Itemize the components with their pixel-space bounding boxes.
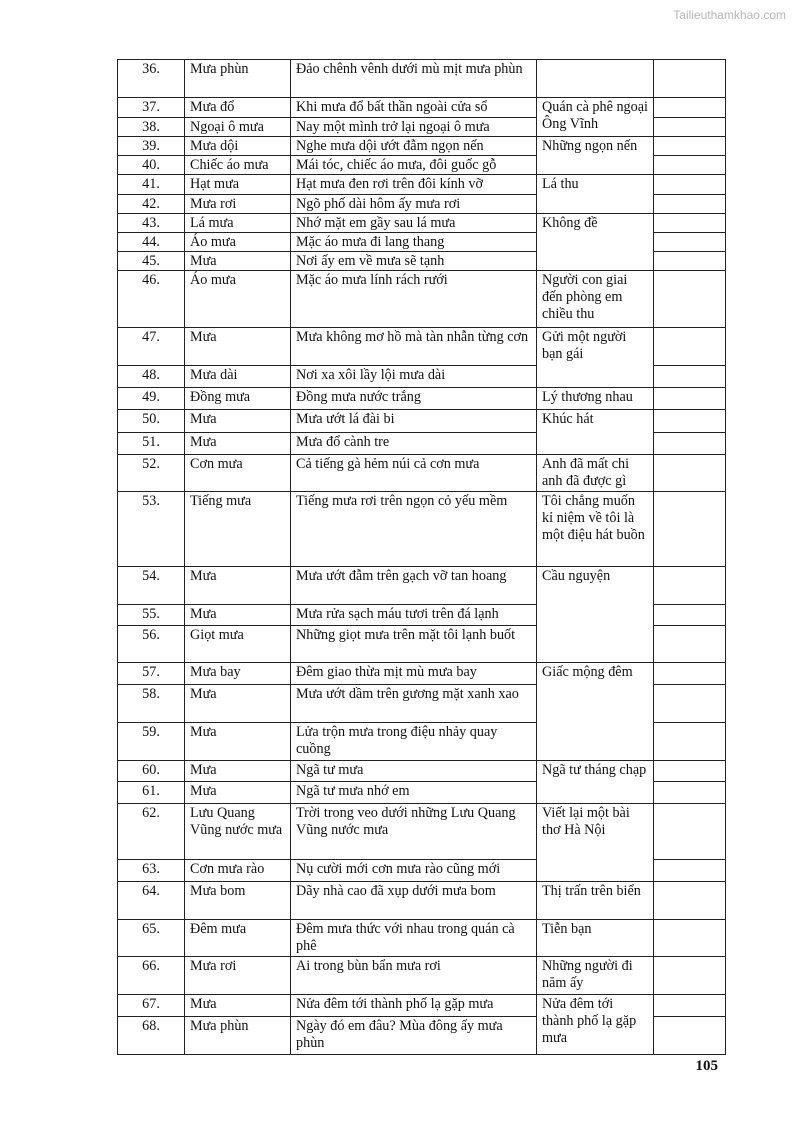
table-row xyxy=(118,410,726,433)
verse-line: Đêm mưa thức với nhau trong quán cà phê xyxy=(291,920,537,957)
verse-line: Khi mưa đổ bất thần ngoài cửa sổ xyxy=(291,98,537,118)
rain-word: Mưa xyxy=(185,685,291,723)
table-row xyxy=(118,761,726,782)
row-number: 42. xyxy=(118,195,185,214)
table-row xyxy=(118,455,726,492)
table-row xyxy=(118,920,726,957)
rain-word: Mưa dài xyxy=(185,366,291,388)
blank-cell xyxy=(654,723,726,761)
verse-line: Nay một mình trở lại ngoại ô mưa xyxy=(291,118,537,137)
table-row xyxy=(118,271,726,328)
row-number: 57. xyxy=(118,663,185,685)
poem-title: Những ngọn nến xyxy=(537,137,654,175)
verse-line: Nghe mưa dội ướt đẫm ngọn nến xyxy=(291,137,537,156)
row-number: 46. xyxy=(118,271,185,328)
row-number: 63. xyxy=(118,860,185,882)
blank-cell xyxy=(654,663,726,685)
table-row xyxy=(118,98,726,118)
row-number: 54. xyxy=(118,567,185,605)
verse-line: Tiếng mưa rơi trên ngọn cỏ yếu mềm xyxy=(291,492,537,567)
row-number: 44. xyxy=(118,233,185,252)
row-number: 40. xyxy=(118,156,185,175)
poem-title: Gửi một người bạn gái xyxy=(537,328,654,388)
blank-cell xyxy=(654,804,726,860)
watermark: Tailieuthamkhao.com xyxy=(673,8,786,22)
row-number: 39. xyxy=(118,137,185,156)
rain-word: Lưu Quang Vũng nước mưa xyxy=(185,804,291,860)
poem-title: Lý thương nhau xyxy=(537,388,654,410)
rain-word: Mưa xyxy=(185,995,291,1017)
rain-word: Mưa dội xyxy=(185,137,291,156)
blank-cell xyxy=(654,782,726,804)
row-number: 49. xyxy=(118,388,185,410)
poem-title: Khúc hát xyxy=(537,410,654,455)
rain-word: Mưa xyxy=(185,605,291,626)
verse-line: Ngã tư mưa xyxy=(291,761,537,782)
table-row xyxy=(118,388,726,410)
blank-cell xyxy=(654,98,726,118)
blank-cell xyxy=(654,156,726,175)
row-number: 58. xyxy=(118,685,185,723)
rain-word: Mưa phùn xyxy=(185,60,291,98)
verse-line: Ngã tư mưa nhớ em xyxy=(291,782,537,804)
blank-cell xyxy=(654,882,726,920)
rain-word: Mưa bay xyxy=(185,663,291,685)
rain-word: Cơn mưa rào xyxy=(185,860,291,882)
rain-word: Mưa xyxy=(185,782,291,804)
verse-line: Nửa đêm tới thành phố lạ gặp mưa xyxy=(291,995,537,1017)
verse-line: Mưa ướt dầm trên gương mặt xanh xao xyxy=(291,685,537,723)
verse-line: Nhớ mặt em gầy sau lá mưa xyxy=(291,214,537,233)
table-row xyxy=(118,214,726,233)
row-number: 66. xyxy=(118,957,185,995)
rain-word: Đồng mưa xyxy=(185,388,291,410)
table-row xyxy=(118,60,726,98)
rain-word: Mưa rơi xyxy=(185,195,291,214)
verse-line: Mưa đổ cành tre xyxy=(291,433,537,455)
blank-cell xyxy=(654,492,726,567)
row-number: 55. xyxy=(118,605,185,626)
vocabulary-table xyxy=(117,59,726,1055)
rain-word: Tiếng mưa xyxy=(185,492,291,567)
row-number: 45. xyxy=(118,252,185,271)
blank-cell xyxy=(654,957,726,995)
row-number: 41. xyxy=(118,175,185,195)
verse-line: Mưa ướt lá đài bi xyxy=(291,410,537,433)
row-number: 60. xyxy=(118,761,185,782)
poem-title: Thị trấn trên biển xyxy=(537,882,654,920)
row-number: 52. xyxy=(118,455,185,492)
blank-cell xyxy=(654,433,726,455)
row-number: 38. xyxy=(118,118,185,137)
verse-line: Dãy nhà cao đã xụp dưới mưa bom xyxy=(291,882,537,920)
row-number: 67. xyxy=(118,995,185,1017)
table-body xyxy=(118,60,726,1055)
rain-word: Mưa bom xyxy=(185,882,291,920)
row-number: 64. xyxy=(118,882,185,920)
blank-cell xyxy=(654,233,726,252)
verse-line: Đêm giao thừa mịt mù mưa bay xyxy=(291,663,537,685)
blank-cell xyxy=(654,567,726,605)
row-number: 68. xyxy=(118,1017,185,1055)
poem-title: Không đề xyxy=(537,214,654,271)
verse-line: Đảo chênh vênh dưới mù mịt mưa phùn xyxy=(291,60,537,98)
verse-line: Mưa không mơ hồ mà tàn nhẫn từng cơn xyxy=(291,328,537,366)
verse-line: Mưa ướt đẫm trên gạch vỡ tan hoang xyxy=(291,567,537,605)
blank-cell xyxy=(654,1017,726,1055)
poem-title: Anh đã mất chi anh đã được gì xyxy=(537,455,654,492)
poem-title: Quán cà phê ngoại Ông Vĩnh xyxy=(537,98,654,137)
row-number: 47. xyxy=(118,328,185,366)
rain-word: Mưa xyxy=(185,328,291,366)
row-number: 62. xyxy=(118,804,185,860)
table-row xyxy=(118,137,726,156)
blank-cell xyxy=(654,761,726,782)
rain-word: Mưa xyxy=(185,433,291,455)
row-number: 61. xyxy=(118,782,185,804)
blank-cell xyxy=(654,271,726,328)
rain-word: Mưa phùn xyxy=(185,1017,291,1055)
rain-word: Mưa xyxy=(185,252,291,271)
blank-cell xyxy=(654,175,726,195)
rain-word: Mưa xyxy=(185,410,291,433)
rain-word: Mưa xyxy=(185,723,291,761)
verse-line: Nụ cười mới cơn mưa rào cũng mới xyxy=(291,860,537,882)
table-row xyxy=(118,567,726,605)
row-number: 36. xyxy=(118,60,185,98)
rain-word: Lá mưa xyxy=(185,214,291,233)
row-number: 51. xyxy=(118,433,185,455)
rain-word: Giọt mưa xyxy=(185,626,291,663)
poem-title: Giấc mộng đêm xyxy=(537,663,654,761)
table-row xyxy=(118,882,726,920)
poem-title: Ngã tư tháng chạp xyxy=(537,761,654,804)
rain-word: Mưa xyxy=(185,761,291,782)
verse-line: Ai trong bùn bẩn mưa rơi xyxy=(291,957,537,995)
poem-title: Tôi chẳng muốn kỉ niệm về tôi là một điệu hát buồn xyxy=(537,492,654,567)
verse-line: Mưa rửa sạch máu tươi trên đá lạnh xyxy=(291,605,537,626)
poem-title: Những người đi năm ấy xyxy=(537,957,654,995)
blank-cell xyxy=(654,214,726,233)
rain-word: Cơn mưa xyxy=(185,455,291,492)
verse-line: Cả tiếng gà hẻm núi cả cơn mưa xyxy=(291,455,537,492)
row-number: 65. xyxy=(118,920,185,957)
rain-word: Mưa rơi xyxy=(185,957,291,995)
blank-cell xyxy=(654,995,726,1017)
blank-cell xyxy=(654,860,726,882)
blank-cell xyxy=(654,60,726,98)
row-number: 56. xyxy=(118,626,185,663)
table-row xyxy=(118,804,726,860)
blank-cell xyxy=(654,388,726,410)
row-number: 43. xyxy=(118,214,185,233)
rain-word: Hạt mưa xyxy=(185,175,291,195)
blank-cell xyxy=(654,920,726,957)
rain-word: Chiếc áo mưa xyxy=(185,156,291,175)
rain-word: Mưa đổ xyxy=(185,98,291,118)
blank-cell xyxy=(654,328,726,366)
rain-word: Áo mưa xyxy=(185,271,291,328)
poem-title: Cầu nguyện xyxy=(537,567,654,663)
verse-line: Mặc áo mưa đi lang thang xyxy=(291,233,537,252)
verse-line: Ngõ phố dài hôm ấy mưa rơi xyxy=(291,195,537,214)
poem-title xyxy=(537,60,654,98)
blank-cell xyxy=(654,366,726,388)
poem-title: Nửa đêm tới thành phố lạ gặp mưa xyxy=(537,995,654,1055)
blank-cell xyxy=(654,410,726,433)
poem-title: Tiễn bạn xyxy=(537,920,654,957)
page-number: 105 xyxy=(695,1058,718,1074)
row-number: 53. xyxy=(118,492,185,567)
verse-line: Lửa trộn mưa trong điệu nhảy quay cuồng xyxy=(291,723,537,761)
poem-title: Người con giai đến phòng em chiều thu xyxy=(537,271,654,328)
blank-cell xyxy=(654,137,726,156)
blank-cell xyxy=(654,195,726,214)
row-number: 37. xyxy=(118,98,185,118)
table-row xyxy=(118,175,726,195)
blank-cell xyxy=(654,626,726,663)
blank-cell xyxy=(654,252,726,271)
blank-cell xyxy=(654,455,726,492)
blank-cell xyxy=(654,605,726,626)
rain-word: Áo mưa xyxy=(185,233,291,252)
verse-line: Ngày đó em đâu? Mùa đông ấy mưa phùn xyxy=(291,1017,537,1055)
verse-line: Nơi ấy em về mưa sẽ tạnh xyxy=(291,252,537,271)
table-row xyxy=(118,328,726,366)
table-row xyxy=(118,995,726,1017)
table-row xyxy=(118,492,726,567)
rain-word: Đêm mưa xyxy=(185,920,291,957)
poem-title: Lá thu xyxy=(537,175,654,214)
verse-line: Trời trong veo dưới những Lưu Quang Vũng nước mưa xyxy=(291,804,537,860)
row-number: 50. xyxy=(118,410,185,433)
blank-cell xyxy=(654,118,726,137)
rain-word: Mưa xyxy=(185,567,291,605)
verse-line: Hạt mưa đen rơi trên đôi kính vỡ xyxy=(291,175,537,195)
row-number: 59. xyxy=(118,723,185,761)
row-number: 48. xyxy=(118,366,185,388)
table-row xyxy=(118,957,726,995)
verse-line: Mái tóc, chiếc áo mưa, đôi guốc gỗ xyxy=(291,156,537,175)
verse-line: Nơi xa xôi lầy lội mưa dài xyxy=(291,366,537,388)
rain-word: Ngoại ô mưa xyxy=(185,118,291,137)
verse-line: Những giọt mưa trên mặt tôi lạnh buốt xyxy=(291,626,537,663)
verse-line: Mặc áo mưa lính rách rưới xyxy=(291,271,537,328)
table-row xyxy=(118,663,726,685)
blank-cell xyxy=(654,685,726,723)
poem-title: Viết lại một bài thơ Hà Nội xyxy=(537,804,654,882)
verse-line: Đồng mưa nước trắng xyxy=(291,388,537,410)
